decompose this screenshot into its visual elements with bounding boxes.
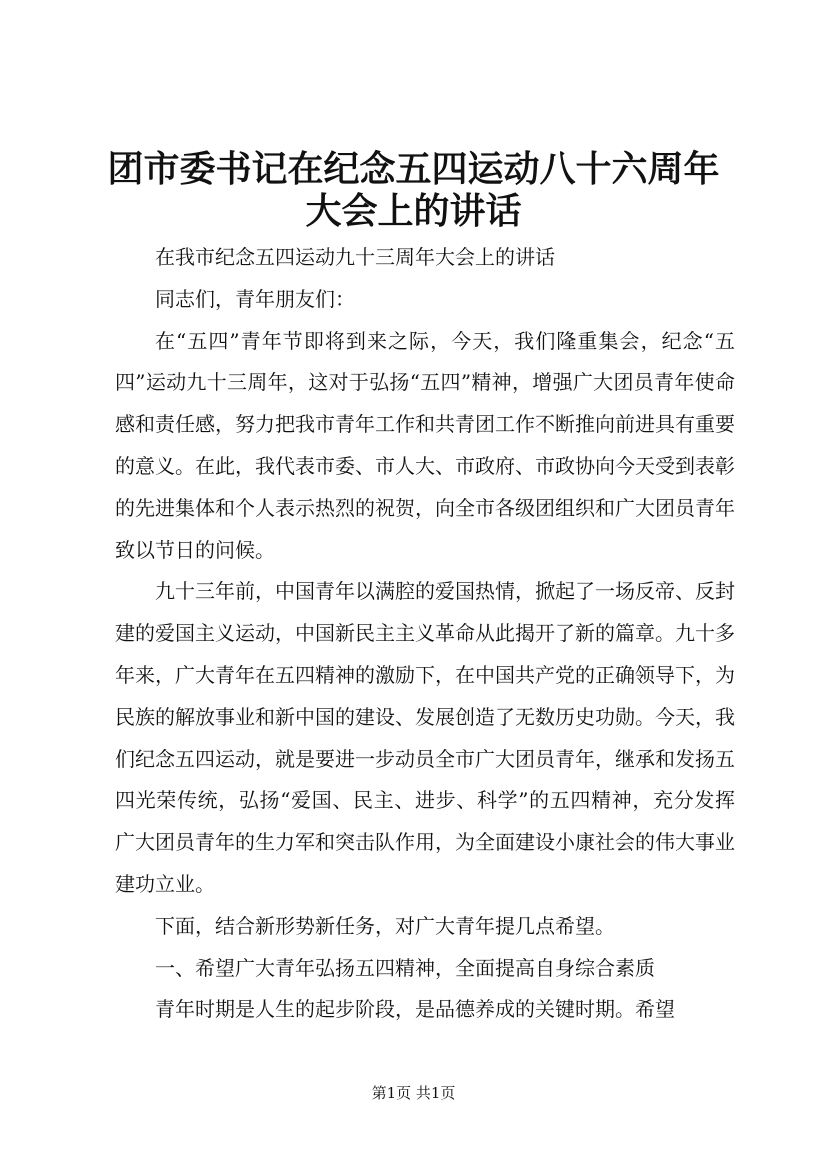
subtitle-paragraph: 在我市纪念五四运动九十三周年大会上的讲话 — [155, 245, 555, 269]
document-title: 团市委书记在纪念五四运动八十六周年大会上的讲话 — [107, 148, 720, 232]
section-heading: 一、希望广大青年弘扬五四精神，全面提高自身综合素质 — [155, 955, 655, 980]
body-paragraph: 在“五四”青年节即将到来之际，今天，我们隆重集会，纪念“五四”运动九十三周年，这对于弘扬“五四”精神，增强广大团员青年使命感和责任感，努力把我市青年工作和共青团工作不断推向前进具有重要的意义。在此，我代表市委、市人大、市政府、市政协向今天受到表彰的先进集体和个人表示热烈的祝贺，向全市各级团组织和广大团员青年致以节日的问候。 — [115, 328, 735, 562]
salutation-paragraph: 同志们，青年朋友们： — [155, 286, 355, 311]
body-paragraph: 下面，结合新形势新任务，对广大青年提几点希望。 — [155, 913, 615, 938]
body-paragraph: 九十三年前，中国青年以满腔的爱国热情，掀起了一场反帝、反封建的爱国主义运动，中国新民主主义革命从此揭开了新的篇章。九十多年来，广大青年在五四精神的激励下，在中国共产党的正确领导下，为民族的解放事业和新中国的建设、发展创造了无数历史功勋。今天，我们纪念五四运动，就是要进一步动员全市广大团员青年，继承和发扬五四光荣传统，弘扬“爱国、民主、进步、科学”的五四精神，充分发挥广大团员青年的生力军和突击队作用，为全面建设小康社会的伟大事业建功立业。 — [115, 579, 735, 896]
body-paragraph: 青年时期是人生的起步阶段，是品德养成的关键时期。希望 — [155, 997, 675, 1022]
page-footer: 第1页 共1页 — [371, 1084, 456, 1102]
document-body — [115, 237, 735, 1031]
